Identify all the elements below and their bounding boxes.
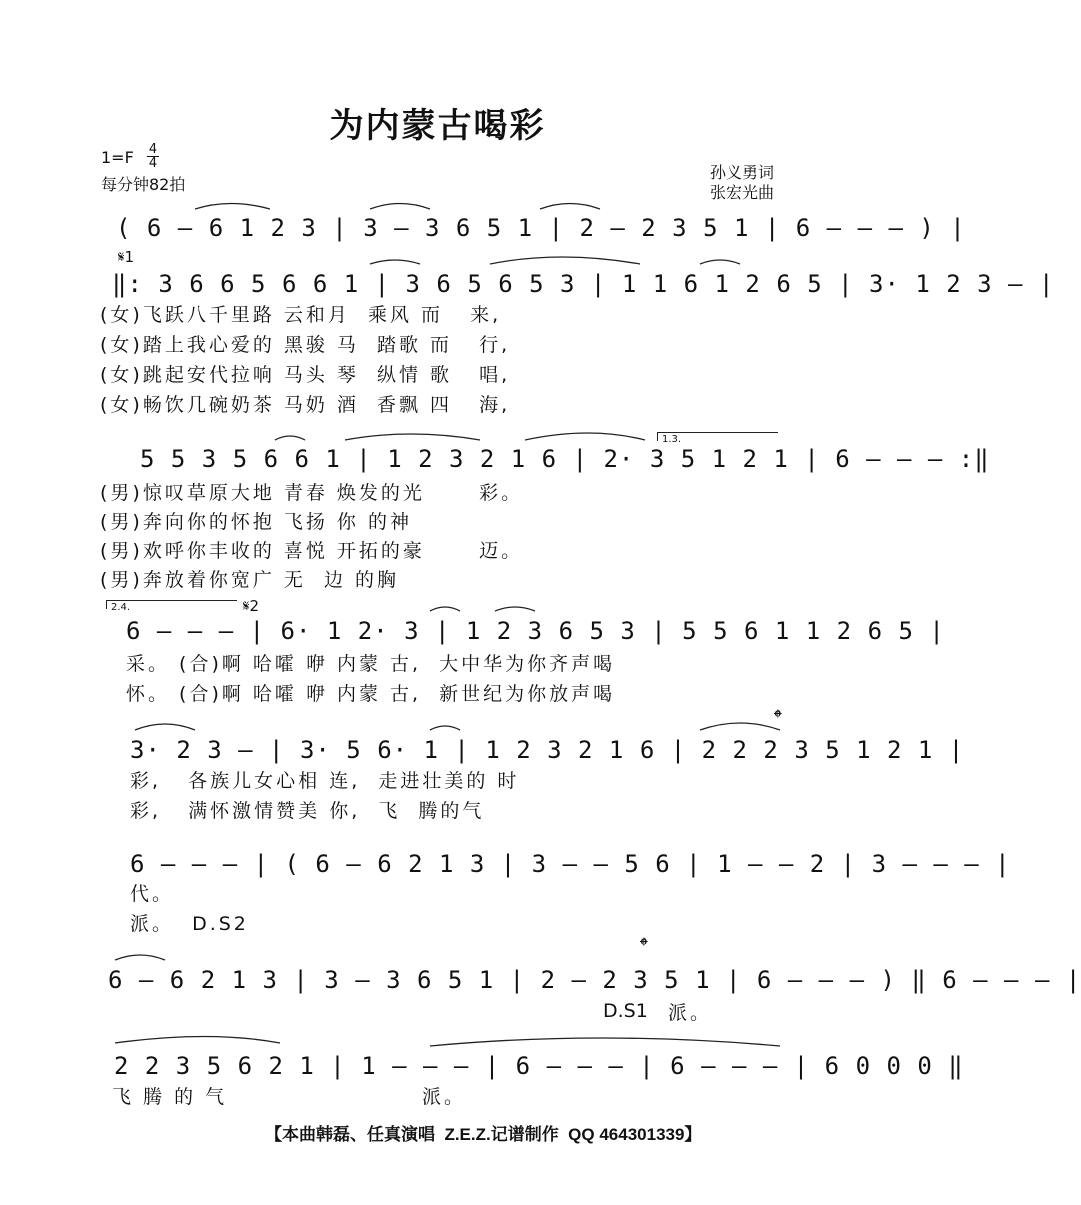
male-verse-line-3: (男)欢呼你丰收的 喜悦 开拓的豪 迈。: [100, 540, 524, 562]
music-row-3: 5 5 3 5 6 6 1 | 1 2 3 2 1 6 | 2· 3 5 1 2 1 | 6 – – – :‖: [140, 445, 990, 473]
music-row-7: 6 – 6 2 1 3 | 3 – 3 6 5 1 | 2 – 2 3 5 1 | 6 – – – ) ‖ 6 – – – |: [108, 966, 1081, 994]
coda-sign-2: 𝄌: [640, 934, 648, 959]
time-signature-numerator: 4: [148, 142, 158, 157]
slur-mark: [370, 204, 430, 210]
verse-line-1: (女)飞跃八千里路 云和月 乘风 而 来,: [100, 304, 502, 326]
chorus-lyric-line-1: 采。 (合)啊 哈嚯 咿 内蒙 古, 大中华为你齐声喝: [126, 653, 616, 675]
footer-credit: 【本曲韩磊、任真演唱 Z.E.Z.记谱制作 QQ 464301339】: [265, 1125, 702, 1144]
music-row-5: 3· 2 3 – | 3· 5 6· 1 | 1 2 3 2 1 6 | 2 2 2 3 5 1 2 1 |: [130, 736, 965, 764]
lyricist-credit: 孙义勇词: [710, 163, 775, 182]
music-row-4: 6 – – – | 6· 1 2· 3 | 1 2 3 6 5 3 | 5 5 6 1 1 2 6 5 |: [126, 617, 945, 645]
row6-lyric-line-2: 派。 D.S2: [130, 913, 249, 935]
tempo-marking: 每分钟82拍: [101, 175, 186, 194]
row6-lyric-line-1: 代。: [130, 883, 175, 905]
verse-line-2: (女)踏上我心爱的 黑骏 马 踏歌 而 行,: [100, 334, 511, 356]
slur-mark: [275, 436, 305, 440]
time-signature-denominator: 4: [148, 156, 158, 171]
song-title: 为内蒙古喝彩: [329, 106, 546, 146]
music-row-8: 2 2 3 5 6 2 1 | 1 – – – | 6 – – – | 6 – – – | 6 0 0 0 ‖: [114, 1052, 964, 1080]
music-row-2: ‖: 3 6 6 5 6 6 1 | 3 6 5 6 5 3 | 1 1 6 1 2 6 5 | 3· 1 2 3 – |: [112, 270, 1055, 298]
row8-lyric-b: 派。: [422, 1086, 467, 1108]
row8-lyric-a: 飞 腾 的 气: [112, 1086, 228, 1108]
slur-mark: [430, 607, 460, 611]
da-segno-1-mark: D.S1: [603, 1000, 648, 1022]
verse-line-4: (女)畅饮几碗奶茶 马奶 酒 香飘 四 海,: [100, 394, 511, 416]
slur-mark: [700, 723, 780, 730]
male-verse-line-2: (男)奔向你的怀抱 飞扬 你 的神: [100, 511, 412, 533]
volta-label-1: 1.3.: [662, 434, 682, 445]
chorus2-lyric-line-1: 彩, 各族儿女心相 连, 走进壮美的 时: [130, 770, 520, 792]
music-row-1: ( 6 – 6 1 2 3 | 3 – 3 6 5 1 | 2 – 2 3 5 1 | 6 – – – ) |: [116, 214, 966, 242]
segno-2-sign: 𝄋2: [243, 597, 259, 615]
slur-mark: [370, 260, 420, 264]
slur-mark: [490, 257, 640, 264]
male-verse-line-1: (男)惊叹草原大地 青春 焕发的光 彩。: [100, 482, 524, 504]
chorus-lyric-line-2: 怀。 (合)啊 哈嚯 咿 内蒙 古, 新世纪为你放声喝: [126, 683, 616, 705]
volta-label-2: 2.4.: [111, 602, 131, 613]
verse-line-3: (女)跳起安代拉响 马头 琴 纵情 歌 唱,: [100, 364, 511, 386]
slur-mark: [115, 1037, 280, 1044]
slur-mark: [195, 204, 270, 210]
chorus2-lyric-line-2: 彩, 满怀激情赞美 你, 飞 腾的气: [130, 800, 485, 822]
slur-mark: [430, 1038, 780, 1046]
slur-mark: [525, 433, 645, 440]
male-verse-line-4: (男)奔放着你宽广 无 边 的胸: [100, 569, 399, 591]
slur-mark: [345, 434, 480, 440]
slur-mark: [430, 726, 460, 730]
segno-1-sign: 𝄋1: [118, 248, 134, 266]
composer-credit: 张宏光曲: [710, 183, 775, 202]
row7-ending-lyric: 派。: [668, 1002, 713, 1024]
slur-mark: [495, 607, 535, 611]
slur-mark: [135, 724, 195, 730]
slur-mark: [700, 260, 740, 264]
music-row-6: 6 – – – | ( 6 – 6 2 1 3 | 3 – – 5 6 | 1 – – 2 | 3 – – – |: [130, 850, 1011, 878]
key-signature: 1=F: [101, 148, 134, 167]
slur-mark: [115, 955, 165, 960]
slur-mark: [540, 204, 600, 210]
coda-sign-1: 𝄌: [774, 706, 782, 731]
